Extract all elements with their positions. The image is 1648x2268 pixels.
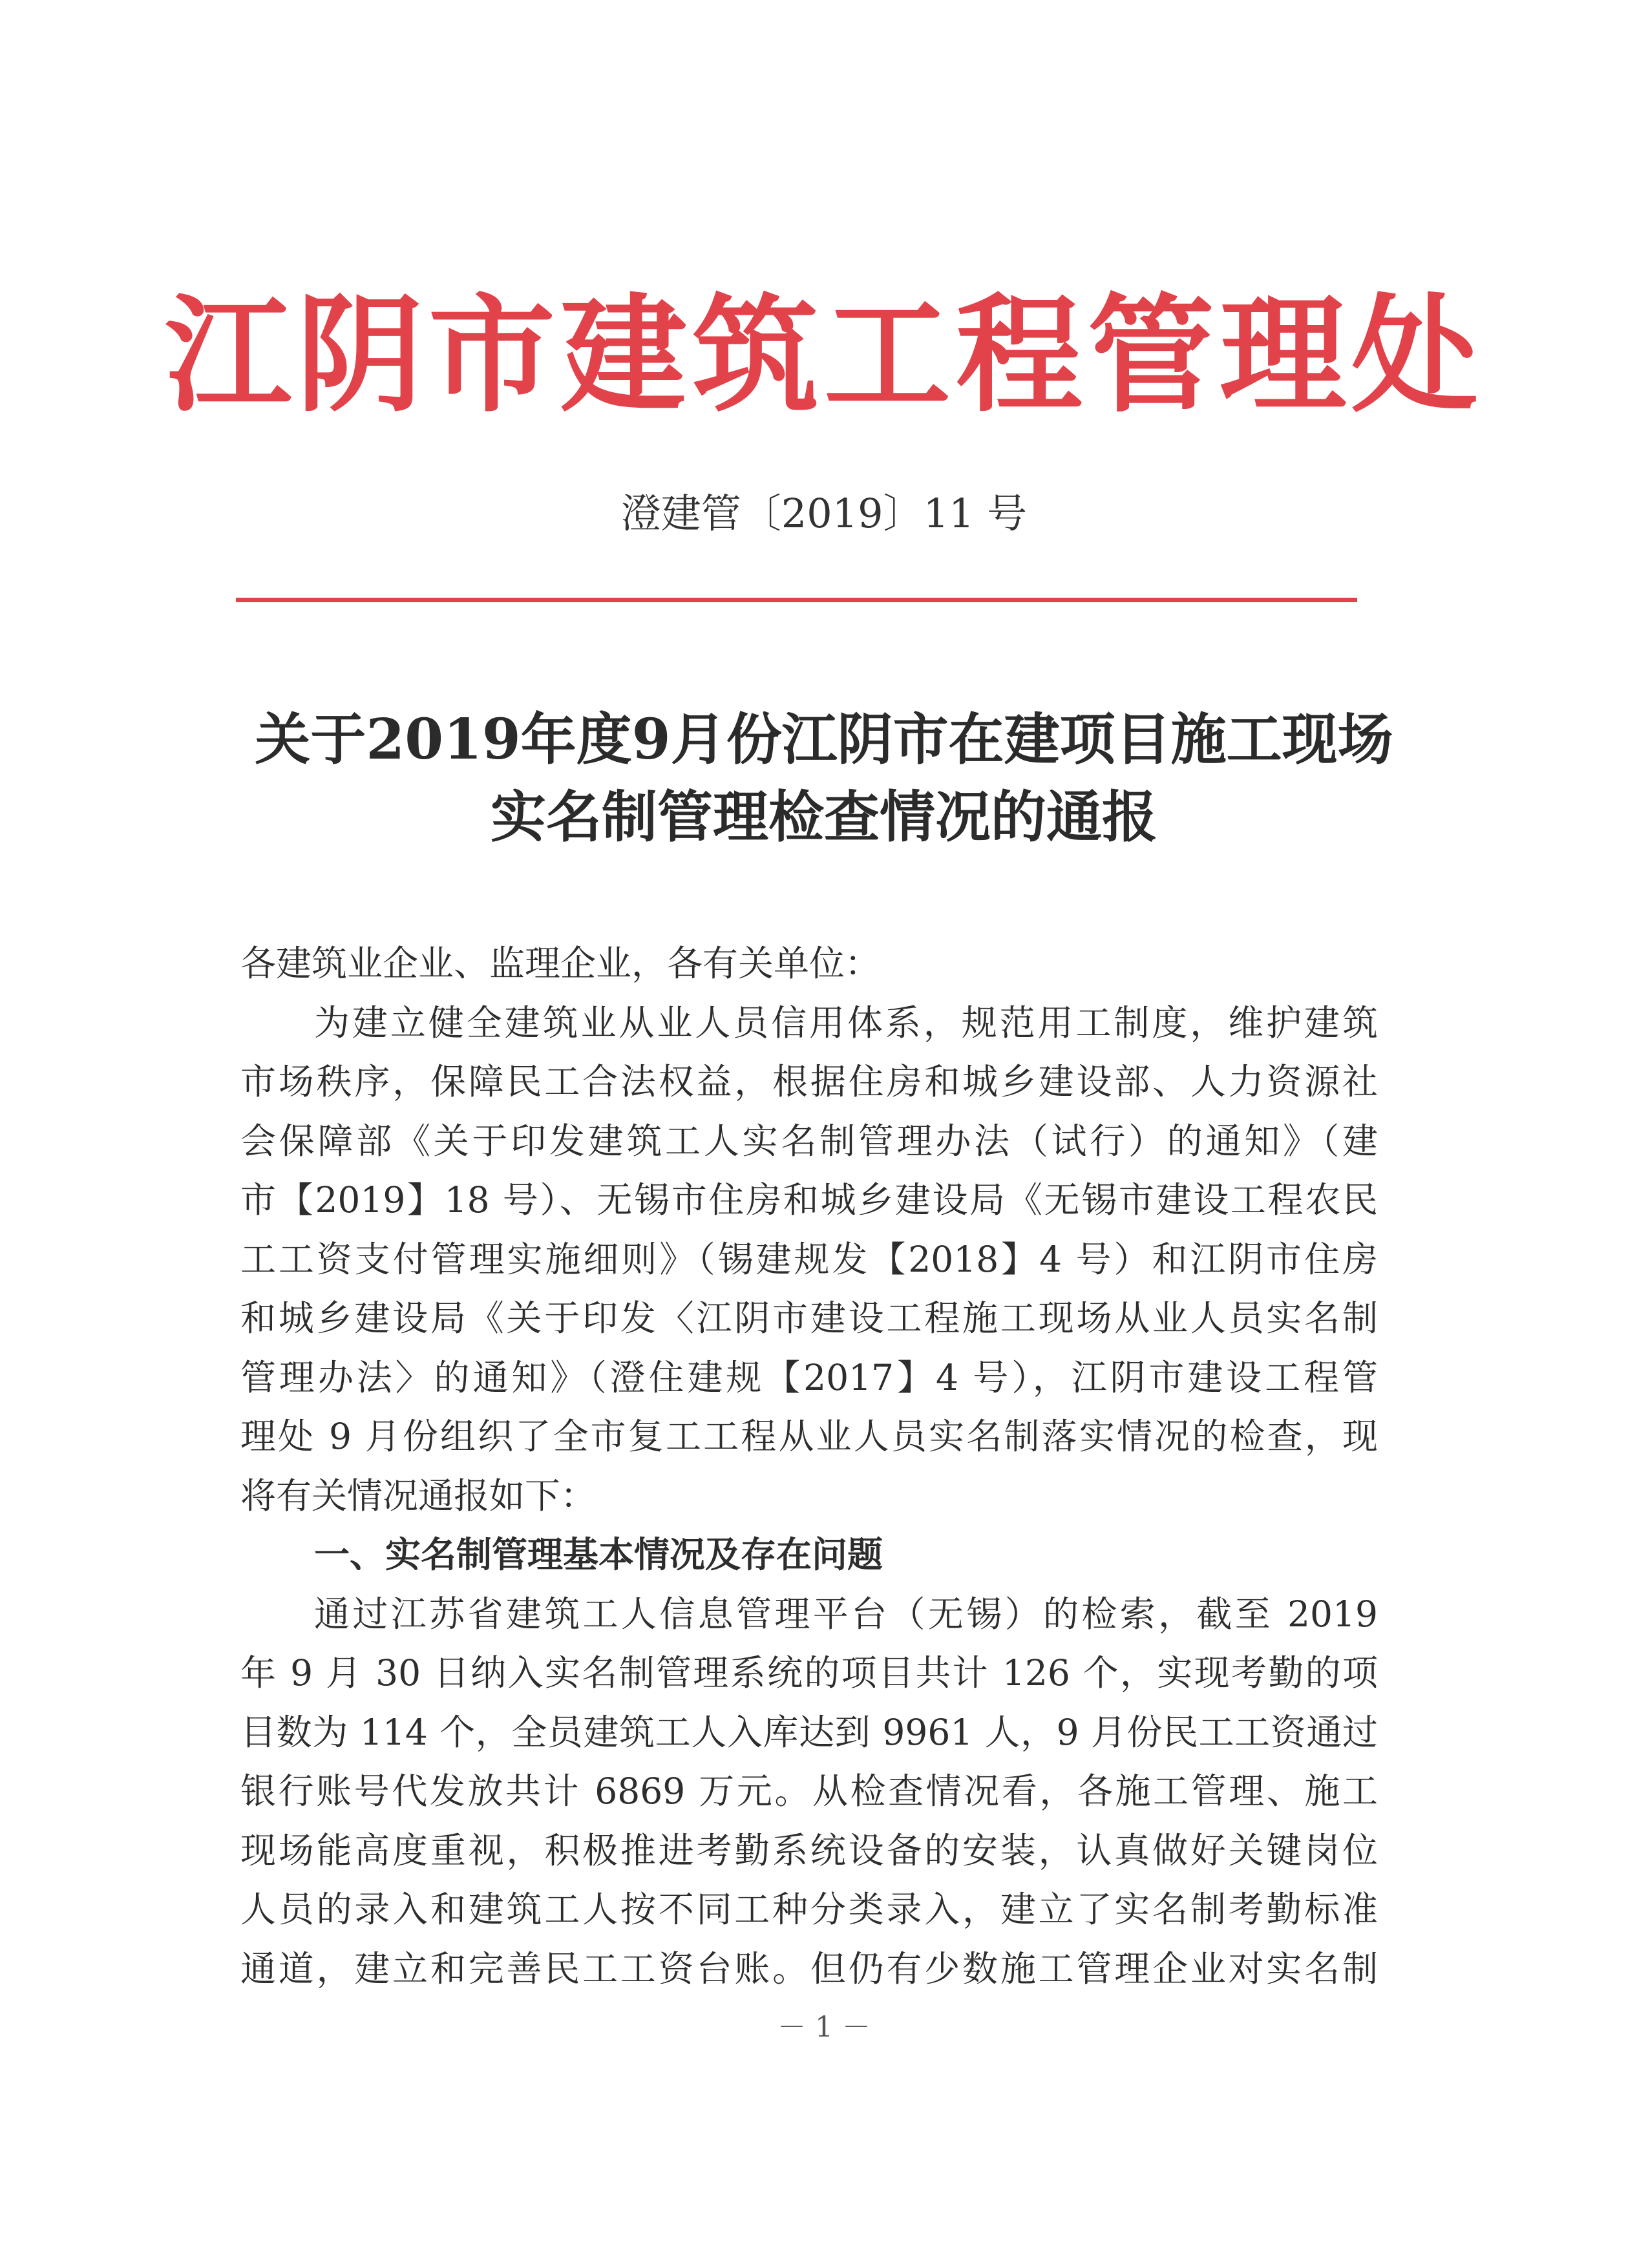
- title-line-1: 关于2019年度9月份江阴市在建项目施工现场: [255, 707, 1393, 772]
- paragraph-line: 通道，建立和完善民工工资台账。但仍有少数施工管理企业对实名制: [240, 1948, 1378, 1990]
- paragraph-line: 和城乡建设局《关于印发〈江阴市建设工程施工现场从业人员实名制: [240, 1297, 1378, 1339]
- document-body: [240, 934, 1378, 1999]
- paragraph-line: 为建立健全建筑业从业人员信用体系，规范用工制度，维护建筑: [314, 1002, 1378, 1044]
- organization-header: 江阴市建筑工程管理处: [164, 281, 1483, 430]
- paragraph-line: 目数为 114 个，全员建筑工人入库达到 9961 人，9 月份民工工资通过: [240, 1711, 1378, 1753]
- paragraph-line: 将有关情况通报如下：: [240, 1475, 597, 1517]
- salutation: 各建筑业企业、监理企业，各有关单位：: [240, 943, 881, 984]
- paragraph-line: 理处 9 月份组织了全市复工工程从业人员实名制落实情况的检查，现: [240, 1416, 1378, 1457]
- paragraph-line: 通过江苏省建筑工人信息管理平台（无锡）的检索，截至 2019: [314, 1593, 1378, 1635]
- paragraph-line: 年 9 月 30 日纳入实名制管理系统的项目共计 126 个，实现考勤的项: [240, 1652, 1378, 1694]
- document-number: 澄建管〔2019〕11 号: [620, 490, 1028, 537]
- section-heading: 一、实名制管理基本情况及存在问题: [314, 1534, 883, 1575]
- paragraph-line: 管理办法〉的通知》（澄住建规【2017】4 号），江阴市建设工程管: [240, 1356, 1378, 1398]
- paragraph-line: 银行账号代发放共计 6869 万元。从检查情况看，各施工管理、施工: [240, 1770, 1378, 1812]
- document-title: [0, 701, 1648, 856]
- paragraph-line: 现场能高度重视，积极推进考勤系统设备的安装，认真做好关键岗位: [240, 1829, 1378, 1871]
- page-number: － 1 －: [777, 2011, 871, 2044]
- paragraph-line: 市场秩序，保障民工合法权益，根据住房和城乡建设部、人力资源社: [240, 1061, 1378, 1102]
- red-divider-line: [236, 598, 1357, 602]
- paragraph-line: 市【2019】18 号）、无锡市住房和城乡建设局《无锡市建设工程农民: [240, 1179, 1378, 1221]
- paragraph-line: 人员的录入和建筑工人按不同工种分类录入，建立了实名制考勤标准: [240, 1889, 1378, 1930]
- paragraph-line: 会保障部《关于印发建筑工人实名制管理办法（试行）的通知》（建: [240, 1120, 1378, 1162]
- paragraph-line: 工工资支付管理实施细则》（锡建规发【2018】4 号）和江阴市住房: [240, 1238, 1378, 1280]
- title-line-2: 实名制管理检查情况的通报: [491, 784, 1157, 850]
